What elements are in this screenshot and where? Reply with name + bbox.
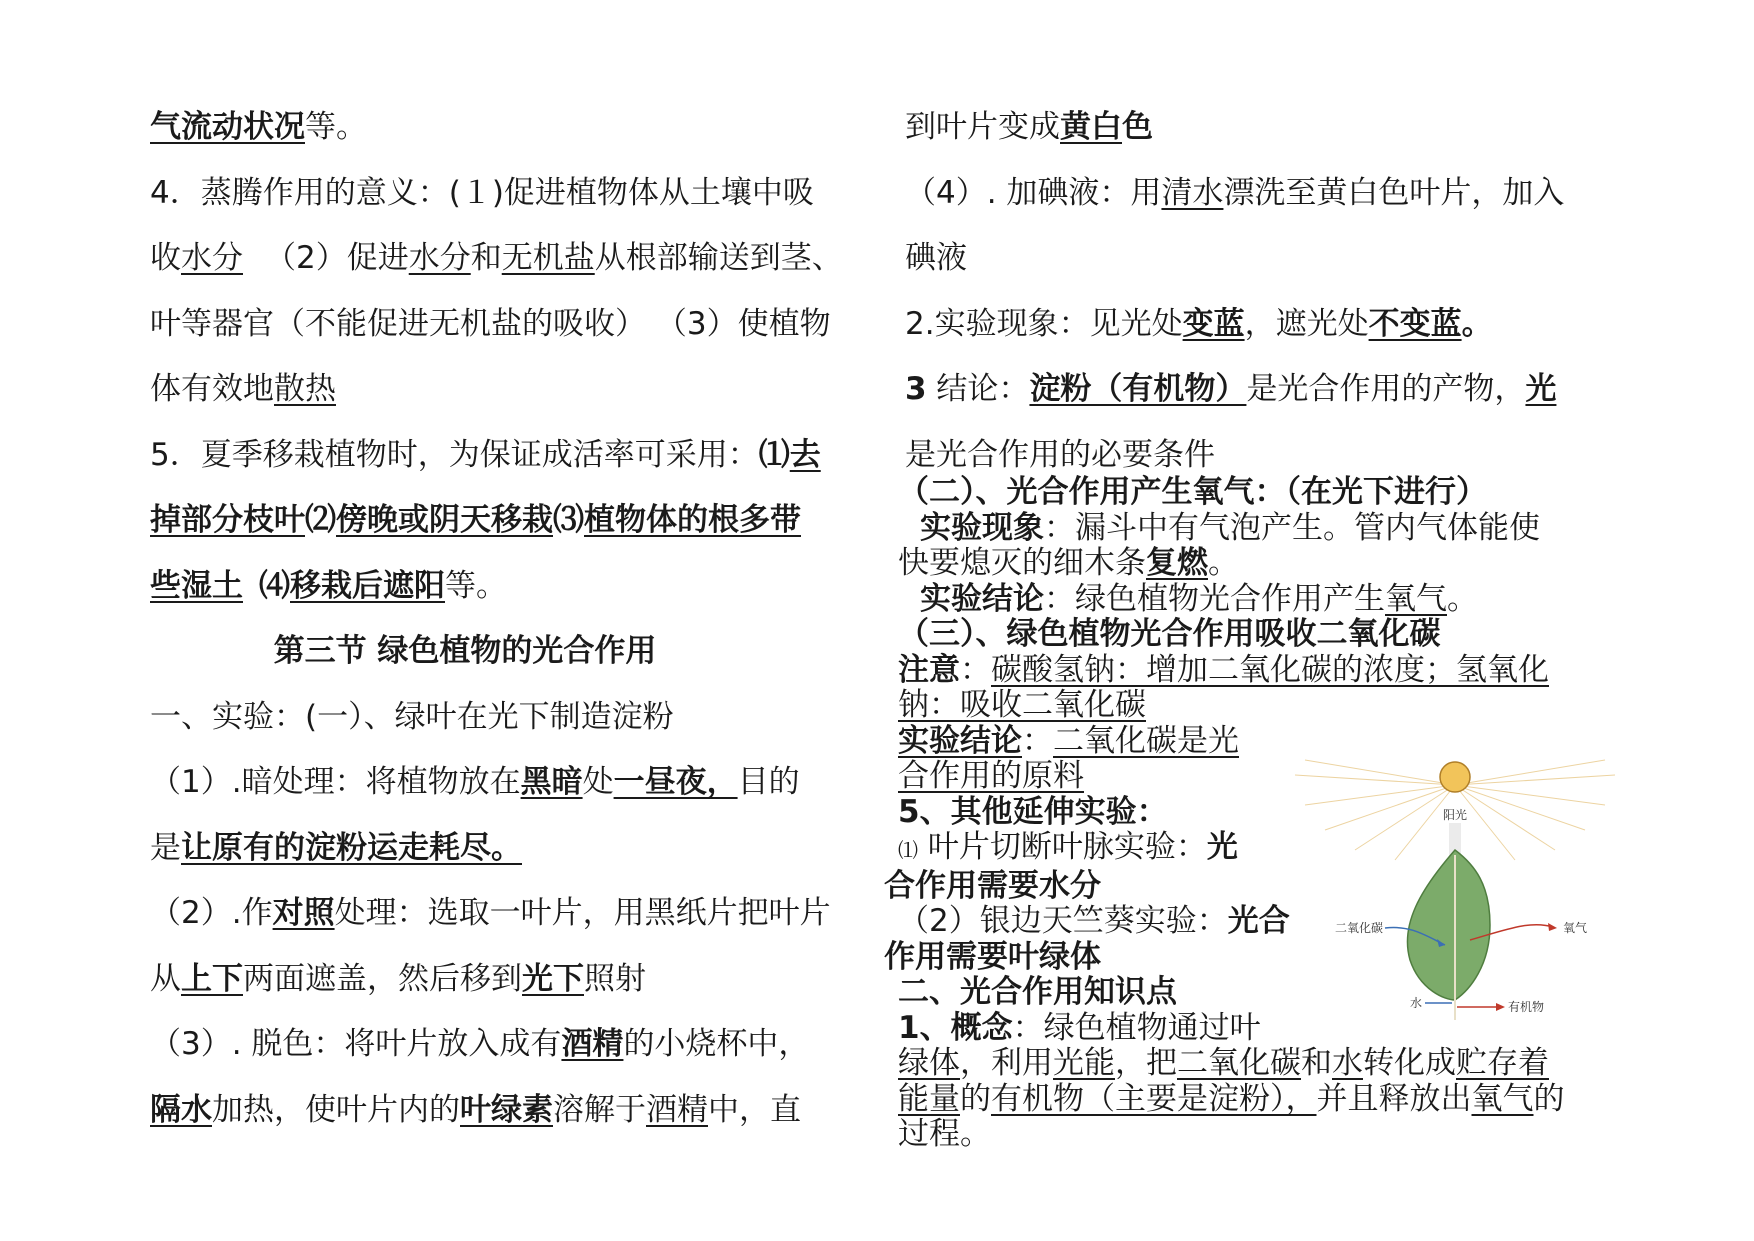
text: 等。 [445, 567, 507, 604]
answer: 无机盐 [501, 240, 595, 276]
line [905, 292, 1625, 358]
marker: ⑴ [758, 436, 790, 473]
emphasis: 光合 [1227, 903, 1290, 939]
line [150, 816, 890, 882]
answer: 合作用的原料 [898, 758, 1084, 794]
text: 是光合作用的必要条件 [905, 436, 1215, 473]
answer: 散热 [274, 371, 336, 407]
text: 加热，使叶片内的 [212, 1091, 460, 1128]
text: 等。 [305, 109, 367, 145]
emphasis: 作用需要叶绿体 [884, 938, 1101, 975]
text: 2.实验现象：见光处 [905, 305, 1183, 342]
emphasis: 傍晚或阴天移栽 [336, 502, 553, 538]
answer: 绿体 [898, 1045, 960, 1081]
answer: 氧气 [1385, 580, 1447, 617]
text: 一、实验：(一）、绿叶在光下制造淀粉 [150, 698, 674, 735]
emphasis: 叶绿素 [460, 1091, 553, 1128]
answer: 二氧化碳 [1177, 1045, 1301, 1081]
answer: 水分 [181, 240, 243, 276]
text: 从根部输送到茎、 [594, 240, 843, 276]
text: 转化成 [1363, 1045, 1456, 1081]
line [898, 688, 1628, 724]
answer: 水 [1332, 1045, 1363, 1081]
text: 。 [1447, 580, 1478, 617]
line [898, 653, 1628, 689]
text: 3 [905, 371, 927, 407]
emphasis: 淀粉（有机物） [1029, 371, 1247, 407]
emphasis: 复燃 [1146, 545, 1208, 581]
emphasis: 对照 [272, 895, 335, 931]
answer: 能量 [898, 1080, 960, 1117]
emphasis: 变蓝 [1182, 305, 1245, 342]
answer: 酒精 [646, 1091, 708, 1128]
text: 色 [1122, 109, 1153, 145]
text: （2）促进 [265, 240, 409, 276]
line [150, 1012, 890, 1078]
text: （2）银边天竺葵实验： [898, 903, 1228, 939]
leaf-icon [1407, 850, 1490, 1000]
text: 到叶片变成 [905, 109, 1060, 145]
text: 4．蒸腾作用的意义：(１)促进植物体从土壤中吸 [150, 174, 814, 211]
co2-label: 二氧化碳 [1335, 921, 1384, 935]
answer: 有机物（主要是淀粉）， [991, 1080, 1317, 1117]
text: 结论： [926, 371, 1030, 407]
photosynthesis-svg [1285, 755, 1625, 1030]
text: 和 [1301, 1045, 1332, 1081]
subheading: （二）、光合作用产生氧气：（在光下进行） [898, 474, 1487, 510]
line [905, 226, 1625, 292]
line [898, 1046, 1628, 1082]
text: 的 [1533, 1080, 1565, 1117]
left-column [150, 95, 890, 1143]
marker: ⑵ [305, 502, 336, 538]
emphasis: 不变蓝 [1368, 305, 1462, 342]
text: ，利用 [960, 1045, 1053, 1081]
text: 漂洗至黄白色叶片，加入 [1223, 174, 1565, 211]
emphasis: 酒精 [561, 1026, 624, 1062]
emphasis: 隔水 [150, 1091, 212, 1128]
emphasis: 些湿土 [150, 567, 243, 604]
text: ，把 [1115, 1045, 1177, 1081]
line [898, 724, 1628, 760]
photosynthesis-diagram [1285, 755, 1625, 1030]
line [150, 947, 890, 1013]
line [905, 161, 1625, 227]
organic-label: 有机物 [1508, 1000, 1545, 1014]
line [150, 161, 890, 227]
emphasis: 气流动状况 [150, 109, 305, 145]
text: 。 [1461, 305, 1493, 342]
emphasis: 移栽后遮阳 [290, 567, 445, 604]
term: 实验结论 [920, 580, 1044, 617]
line [898, 582, 1628, 618]
text: ：绿色植物通过叶 [1012, 1009, 1261, 1046]
text: 从 [150, 960, 181, 997]
answer: 水分 [408, 240, 471, 276]
text: 5．夏季移栽植物时，为保证成活率可采用： [150, 436, 759, 473]
answer: 贮存着 [1456, 1045, 1549, 1081]
emphasis: 植物体的根多带 [584, 502, 801, 538]
subheading: 5、其他延伸实验： [898, 793, 1168, 830]
line [905, 357, 1625, 423]
text: 快要熄灭的细木条 [898, 545, 1146, 581]
text: ，遮光处 [1244, 305, 1369, 342]
line [150, 554, 890, 620]
line [150, 423, 890, 489]
line [150, 1078, 890, 1144]
text: ： [960, 651, 991, 688]
text: 收 [150, 240, 181, 276]
term: 实验结论 [898, 722, 1022, 759]
text: 处 [582, 764, 614, 800]
marker: ⑶ [553, 502, 584, 538]
emphasis: 去 [789, 436, 821, 473]
line [150, 357, 890, 423]
text: （3）. 脱色：将叶片放入成有 [150, 1026, 562, 1062]
term: 实验现象 [920, 509, 1044, 546]
text: 叶片切断叶脉实验： [918, 829, 1207, 865]
line [150, 488, 890, 554]
text: （4）. 加碘液：用 [905, 174, 1162, 211]
text: 体有效地 [150, 371, 274, 407]
emphasis: 合作用需要水分 [884, 867, 1101, 904]
right-column-top [905, 95, 1625, 488]
sun-label: 阳光 [1443, 808, 1468, 822]
line [898, 1117, 1628, 1153]
text: 溶解于 [553, 1091, 646, 1128]
text: 中，直 [708, 1091, 801, 1128]
text: 。 [1208, 545, 1239, 581]
subheading: 二、光合作用知识点 [898, 974, 1177, 1010]
line [898, 475, 1628, 511]
line [898, 1082, 1628, 1118]
text: 是 [150, 829, 181, 866]
text: 两面遮盖，然后移到 [243, 960, 522, 997]
line [150, 226, 890, 292]
emphasis: 黄白 [1060, 109, 1122, 145]
text: 碘液 [905, 240, 967, 276]
o2-label: 氧气 [1563, 921, 1588, 935]
text: 处理：选取一叶片，用黑纸片把叶片 [334, 895, 831, 931]
text: ：绿色植物光合作用产生 [1044, 580, 1385, 617]
text: 并且释放出 [1316, 1080, 1472, 1117]
answer: 氧气 [1471, 1080, 1534, 1117]
answer: 清水 [1161, 174, 1224, 211]
o2-arrowhead [1548, 923, 1557, 931]
answer: 碳酸氢钠：增加二氧化碳的浓度；氢氧化 [991, 651, 1549, 688]
line [150, 750, 890, 816]
text: 是光合作用的产物， [1246, 371, 1526, 407]
emphasis: 光下 [522, 960, 584, 997]
emphasis: 让原有的淀粉运走耗尽。 [181, 829, 522, 866]
line [150, 95, 890, 161]
line [898, 511, 1628, 547]
line [150, 685, 890, 751]
text: ：漏斗中有气泡产生。管内气体能使 [1044, 509, 1540, 546]
emphasis: 光 [1525, 371, 1557, 407]
text: 叶等器官（不能促进无机盐的吸收） （3）使植物 [150, 305, 831, 342]
line [150, 292, 890, 358]
text: 的 [960, 1080, 991, 1117]
emphasis: 掉部分枝叶 [150, 502, 305, 538]
text: 目的 [737, 764, 800, 800]
answer: 钠：吸收二氧化碳 [898, 687, 1146, 723]
text: 照射 [584, 960, 646, 997]
text: 的小烧杯中， [623, 1026, 810, 1062]
text: （1）.暗处理：将植物放在 [150, 764, 521, 800]
water-label: 水 [1410, 996, 1423, 1010]
emphasis: 上下 [181, 960, 243, 997]
emphasis: 黑暗 [520, 764, 583, 800]
marker: ⑷ [259, 567, 290, 604]
line [898, 617, 1628, 653]
emphasis: 光 [1206, 829, 1238, 865]
answer: 二氧化碳是光 [1053, 722, 1239, 759]
subheading: （三）、绿色植物光合作用吸收二氧化碳 [898, 616, 1441, 652]
line [150, 881, 890, 947]
text: 过程。 [898, 1116, 991, 1152]
section-title: 第三节 绿色植物的光合作用 [273, 633, 657, 669]
text: （2）.作 [150, 895, 273, 931]
emphasis: 一昼夜， [613, 764, 738, 800]
answer: 光能 [1053, 1045, 1115, 1081]
sun-icon [1440, 762, 1470, 792]
term: 注意 [898, 651, 960, 688]
term: 1、概念 [898, 1009, 1013, 1046]
line [905, 95, 1625, 161]
line [898, 546, 1628, 582]
marker: ⑴ [898, 838, 918, 862]
text: ： [1022, 722, 1053, 759]
text: 和 [470, 240, 502, 276]
organic-arrowhead [1496, 1003, 1505, 1011]
